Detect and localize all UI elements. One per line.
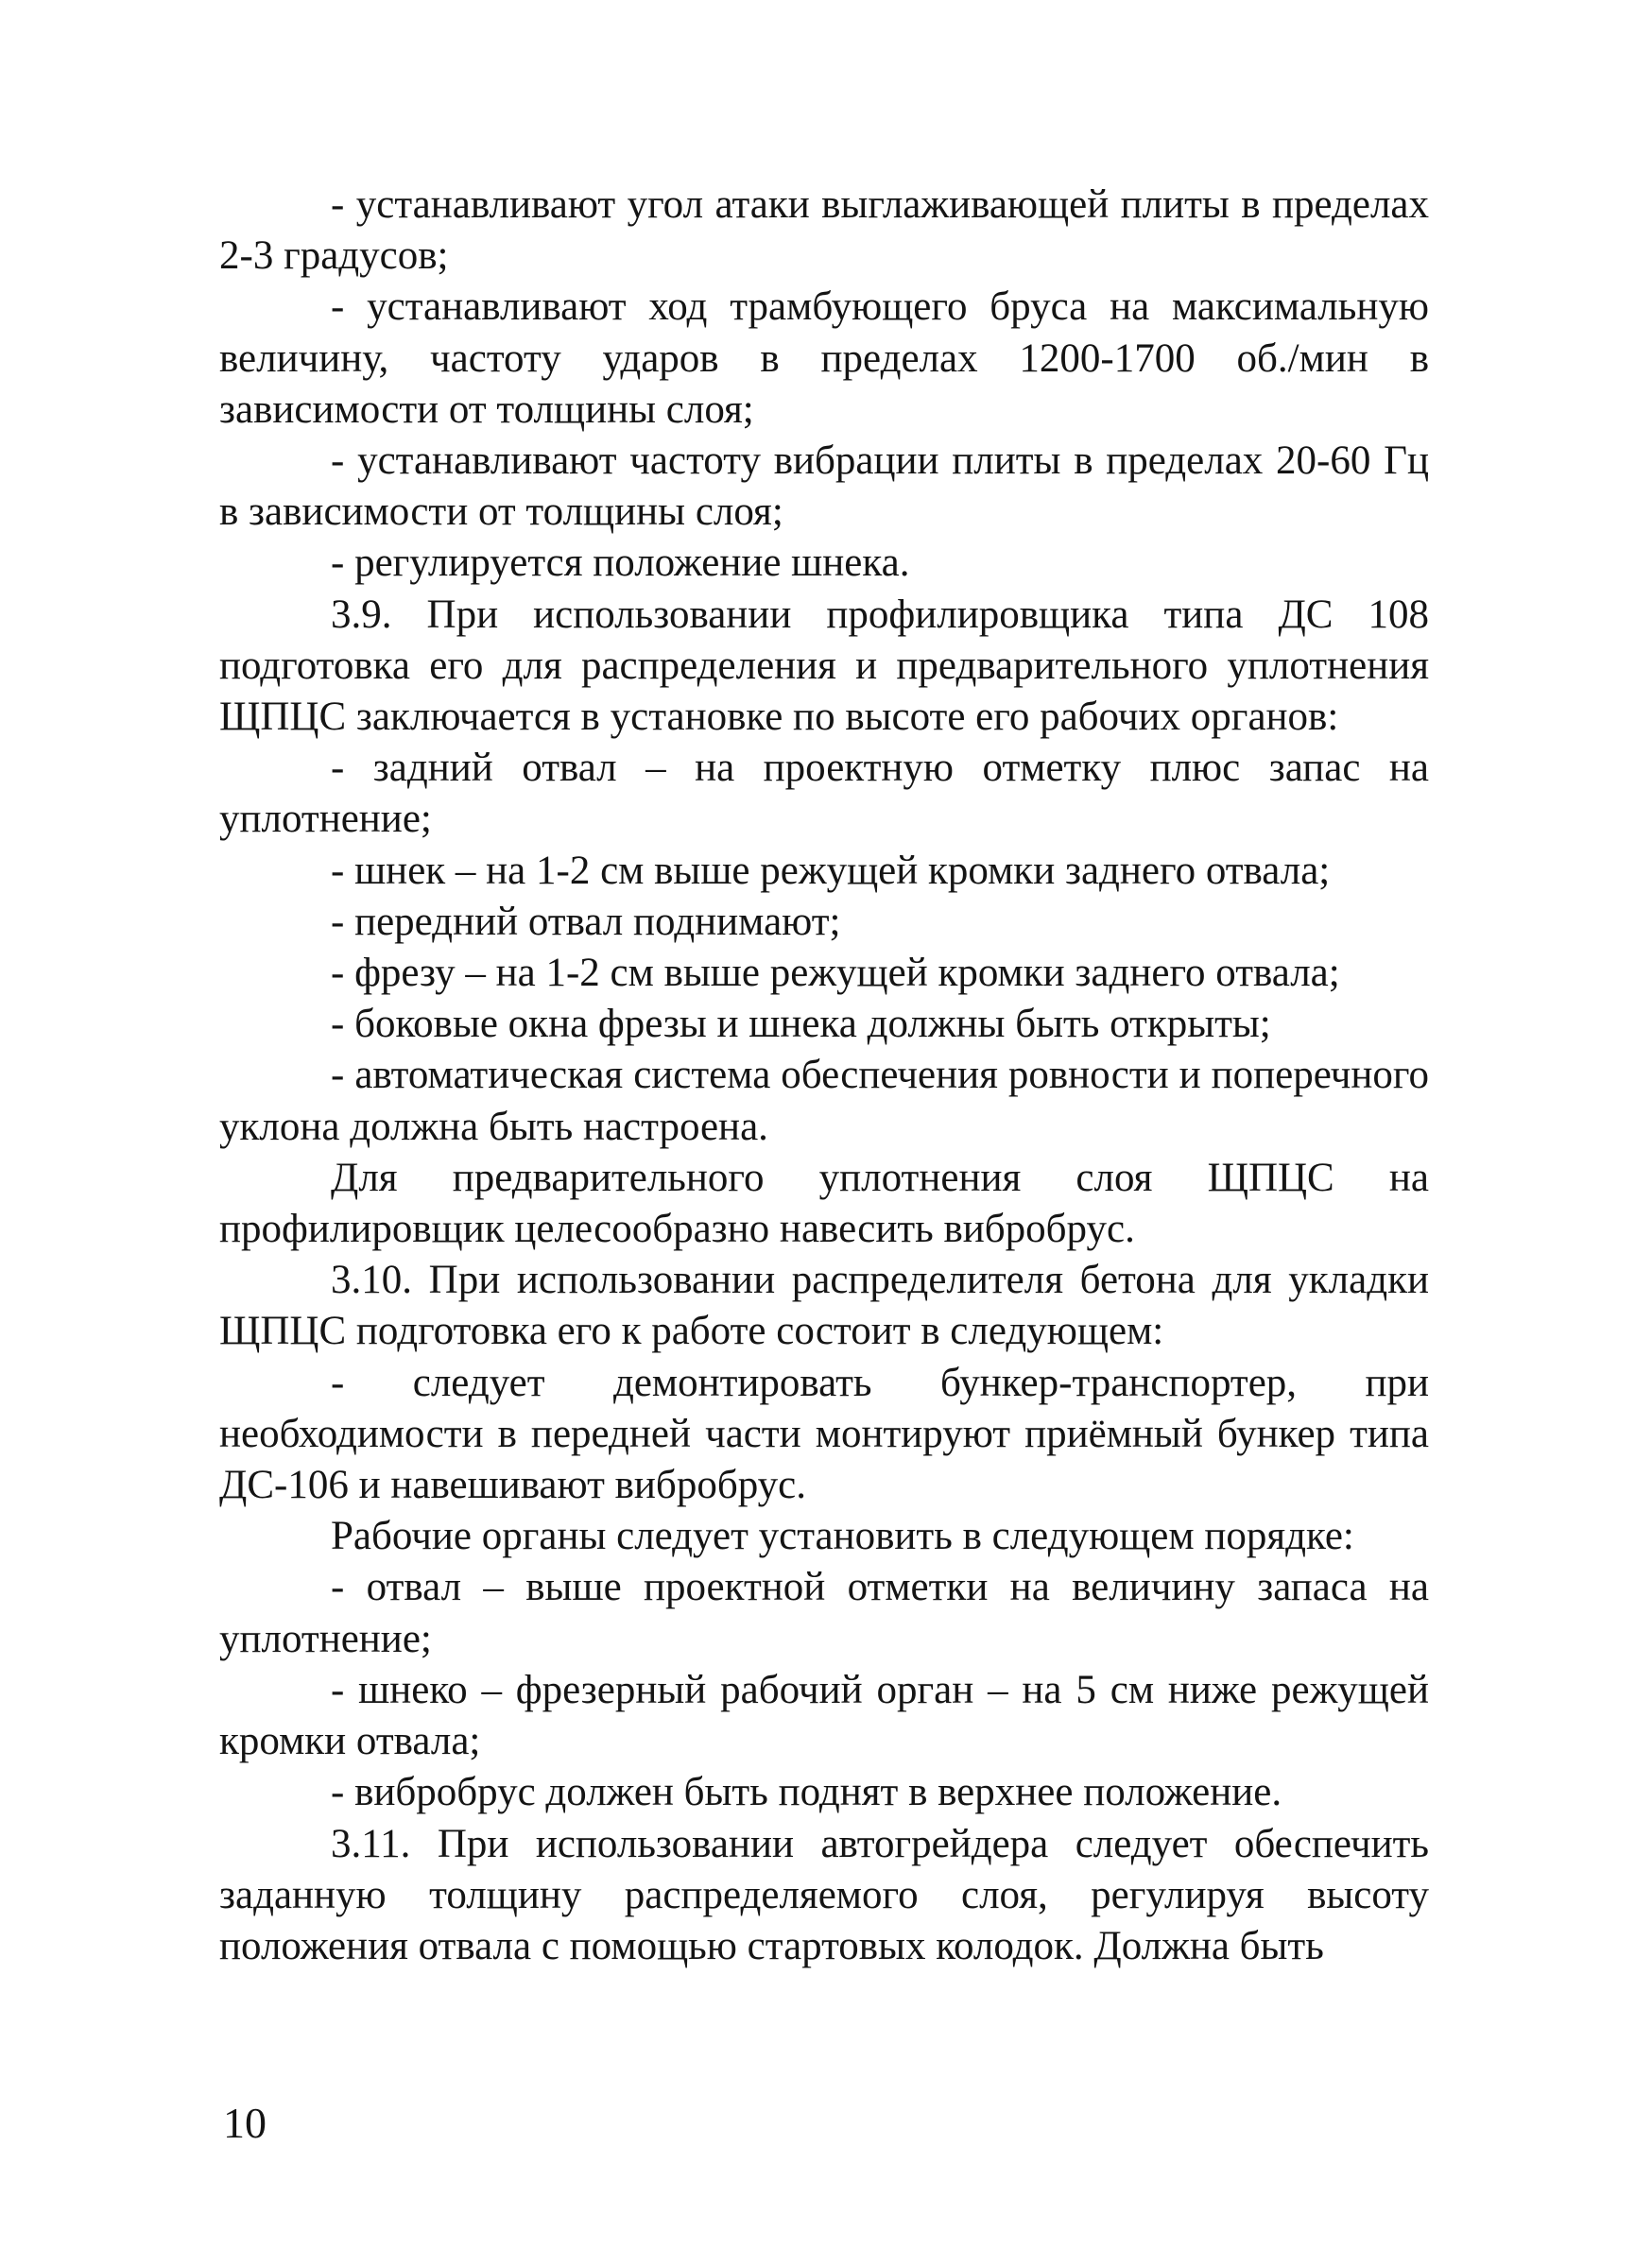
paragraph-auger: - шнек – на 1-2 см выше режущей кромки заднего отвала; (331, 848, 1331, 893)
paragraph-rear-blade: - задний отвал – на проектную отметку плюс запас на уплотнение; (219, 746, 1429, 842)
paragraph-dismantle-hopper: - следует демонтировать бункер-транспортер, при необходимости в передней части монтируют приёмный бункер типа ДС-106 и навешивают вибробрус. (219, 1360, 1429, 1508)
page-number: 10 (223, 2099, 267, 2147)
paragraph-front-blade: - передний отвал поднимают; (331, 899, 841, 944)
paragraph-attack-angle: - устанавливают угол атаки выглаживающей плиты в пределах 2-3 градусов; (219, 182, 1429, 279)
paragraph-side-windows: - боковые окна фрезы и шнека должны быть открыты; (331, 1002, 1271, 1047)
body-text (219, 180, 1429, 1972)
paragraph-blade: - отвал – выше проектной отметки на величину запаса на уплотнение; (219, 1565, 1429, 1661)
paragraph-vibration-frequency: - устанавливают частоту вибрации плиты в пределах 20-60 Гц в зависимости от толщины слоя; (219, 438, 1429, 535)
paragraph-auger-position: - регулируется положение шнека. (331, 541, 910, 586)
paragraph-working-order: Рабочие органы следует установить в следующем порядке: (331, 1514, 1354, 1559)
paragraph-section-3-10: 3.10. При использовании распределителя бетона для укладки ЩПЦС подготовка его к работе состоит в следующем: (219, 1258, 1429, 1354)
paragraph-automatic-system: - автоматическая система обеспечения ровности и поперечного уклона должна быть настроена. (219, 1053, 1429, 1149)
paragraph-pre-compaction: Для предварительного уплотнения слоя ЩПЦС на профилировщик целесообразно навесить вибробрус. (219, 1155, 1429, 1252)
paragraph-tamper-stroke: - устанавливают ход трамбующего бруса на максимальную величину, частоту ударов в пределах 1200-1700 об./мин в зависимости от толщины слоя; (219, 284, 1429, 432)
paragraph-section-3-9: 3.9. При использовании профилировщика типа ДС 108 подготовка его для распределения и предварительного уплотнения ЩПЦС заключается в установке по высоте его рабочих органов: (219, 592, 1429, 740)
paragraph-auger-mill: - шнеко – фрезерный рабочий орган – на 5 см ниже режущей кромки отвала; (219, 1667, 1429, 1764)
paragraph-section-3-11: 3.11. При использовании автогрейдера следует обеспечить заданную толщину распределяемого слоя, регулируя высоту положения отвала с помощью стартовых колодок. Должна быть (219, 1821, 1429, 1968)
paragraph-mill: - фрезу – на 1-2 см выше режущей кромки заднего отвала; (331, 951, 1340, 996)
paragraph-vibrating-beam: - вибробрус должен быть поднят в верхнее положение. (331, 1770, 1282, 1815)
